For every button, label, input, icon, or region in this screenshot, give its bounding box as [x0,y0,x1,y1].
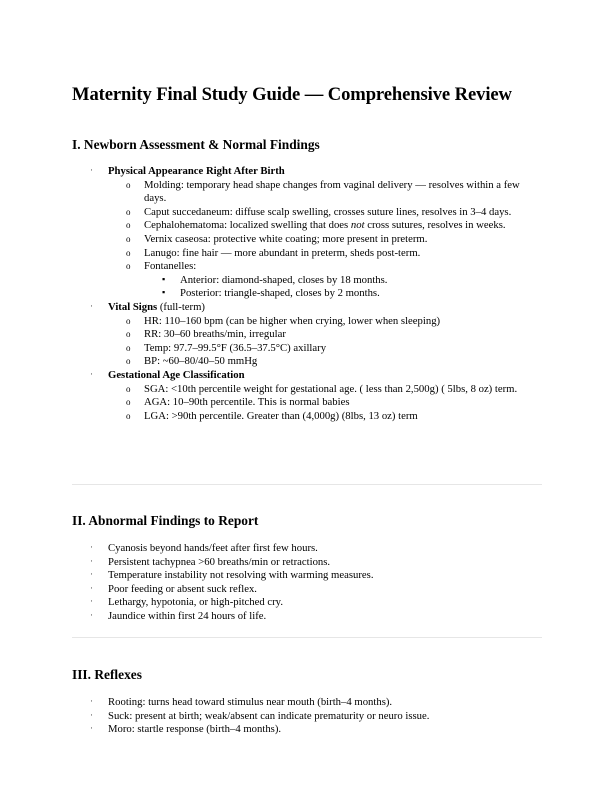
list-item: · Jaundice within first 24 hours of life. [90,609,267,622]
square-bullet-icon: ▪ [162,273,166,284]
circle-bullet-icon: o [126,383,131,394]
section-reflexes-content [72,696,542,737]
list-item: · Moro: startle response (birth–4 months). [90,723,282,736]
bullet-icon: · [90,569,93,580]
list-item: o BP: ~60–80/40–50 mmHg [126,355,258,368]
bullet-icon: · [90,555,93,566]
list-item: ▪ Anterior: diamond-shaped, closes by 18 months. [162,273,388,286]
square-bullet-icon: ▪ [162,287,166,298]
list-item: · Poor feeding or absent suck reflex. [90,582,257,595]
circle-bullet-icon: o [126,356,131,367]
bullet-icon: · [90,596,93,607]
list-item: o Temp: 97.7–99.5°F (36.5–37.5°C) axillary [126,341,327,354]
bullet-icon: · [90,582,93,593]
list-item: · Lethargy, hypotonia, or high-pitched cry. [90,596,284,609]
bullet-icon: · [90,696,93,706]
list-item: · Cyanosis beyond hands/feet after first few hours. [90,542,318,554]
bullet-icon: · [90,542,93,552]
list-item: o Caput succedaneum: diffuse scalp swelling, crosses suture lines, resolves in 3–4 days. [126,205,512,218]
list-item-vital-signs: · Vital Signs (full-term) [90,300,205,313]
list-item: · Rooting: turns head toward stimulus near mouth (birth–4 months). [90,696,393,708]
circle-bullet-icon: o [126,247,131,258]
list-item: o LGA: >90th percentile. Greater than (4,000g) (8lbs, 13 oz) term [126,409,418,422]
document-title: Maternity Final Study Guide — Comprehensive Review [72,84,512,105]
list-item: o Vernix caseosa: protective white coating; more present in preterm. [126,232,428,245]
section-divider [72,637,542,638]
circle-bullet-icon: o [126,220,131,231]
bullet-icon: · [90,368,93,379]
list-item: o SGA: <10th percentile weight for gestational age. ( less than 2,500g) ( 5lbs, 8 oz) term. [126,382,518,395]
list-item-fontanelles: o Fontanelles: [126,260,197,273]
list-item: · Persistent tachypnea >60 breaths/min or retractions. [90,555,331,568]
circle-bullet-icon: o [126,315,131,326]
list-item: ▪ Posterior: triangle-shaped, closes by 2 months. [162,287,380,300]
list-item: o AGA: 10–90th percentile. This is normal babies [126,396,350,409]
circle-bullet-icon: o [126,397,131,408]
circle-bullet-icon: o [126,410,131,421]
list-item: · Suck: present at birth; weak/absent can indicate prematurity or neuro issue. [90,709,430,722]
list-item-cephalohematoma: o Cephalohematoma: localized swelling that does not cross sutures, resolves in weeks. [126,219,506,232]
circle-bullet-icon: o [126,342,131,353]
circle-bullet-icon: o [126,206,131,217]
section-divider [72,484,542,485]
circle-bullet-icon: o [126,329,131,340]
section-newborn-assessment-content [72,165,542,423]
section-heading-newborn-assessment: I. Newborn Assessment & Normal Findings [72,137,320,152]
section-abnormal-findings-content [72,542,542,624]
list-item: o RR: 30–60 breaths/min, irregular [126,328,286,341]
circle-bullet-icon: o [126,261,131,272]
bullet-icon: · [90,723,93,734]
section-heading-abnormal-findings: II. Abnormal Findings to Report [72,513,259,528]
bullet-icon: · [90,300,93,311]
list-item-physical-appearance: · Physical Appearance Right After Birth [90,165,285,177]
bullet-icon: · [90,609,93,620]
list-item: · Temperature instability not resolving with warming measures. [90,569,374,582]
circle-bullet-icon: o [126,233,131,244]
list-item: o Molding: temporary head shape changes from vaginal delivery — resolves within a few days. [126,178,520,205]
circle-bullet-icon: o [126,179,131,190]
list-item: o Lanugo: fine hair — more abundant in preterm, sheds post-term. [126,246,421,259]
list-item: o HR: 110–160 bpm (can be higher when crying, lower when sleeping) [126,314,441,327]
section-heading-reflexes: III. Reflexes [72,667,142,682]
bullet-icon: · [90,165,93,175]
list-item-gestational-age: · Gestational Age Classification [90,368,245,381]
bullet-icon: · [90,709,93,720]
